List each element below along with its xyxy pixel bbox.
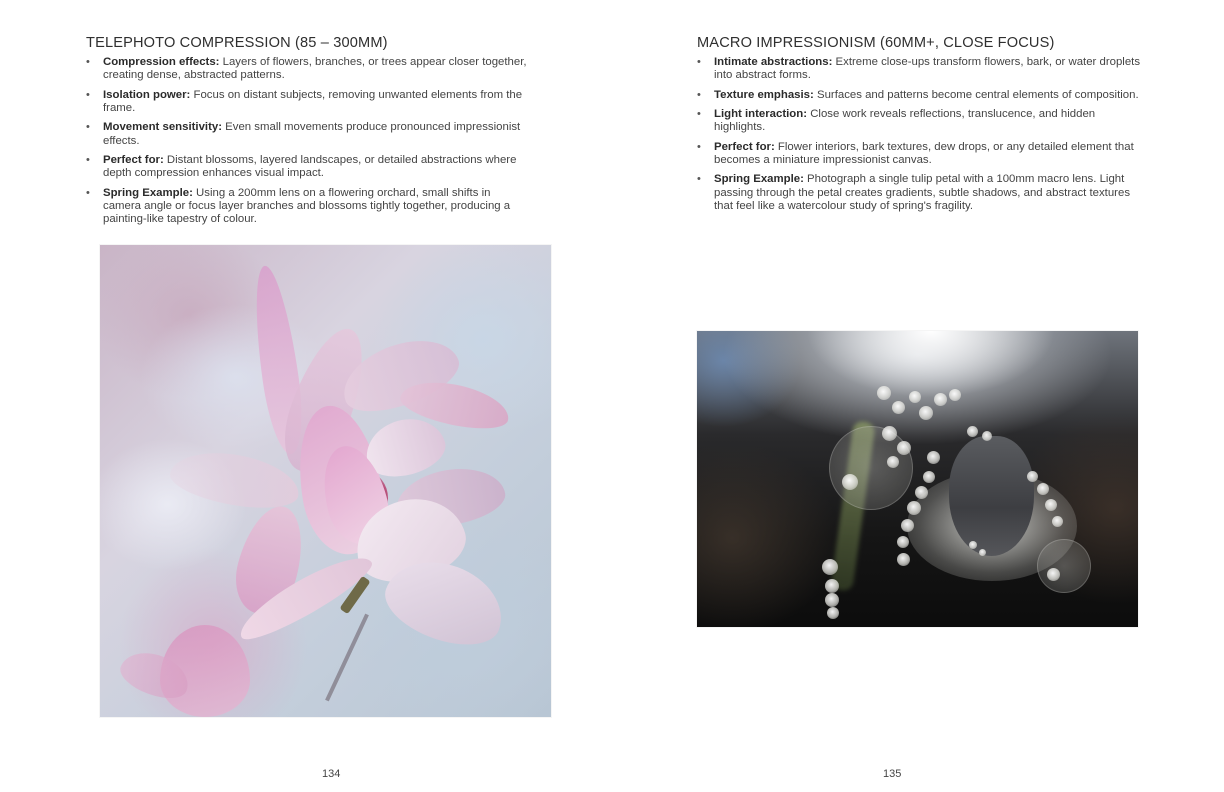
bullet-icon: •: [697, 56, 701, 68]
list-item: [697, 89, 1142, 102]
page-number: 134: [322, 768, 341, 780]
bullet-lead: Compression effects:: [103, 56, 220, 68]
macro-bullet-list: [697, 56, 1142, 219]
bullet-lead: Movement sensitivity:: [103, 121, 223, 134]
list-item: [697, 108, 1142, 135]
bullet-text: Extreme close-ups transform flowers, bark, or water droplets into abstract forms.: [714, 56, 1141, 82]
bullet-text: Using a 200mm lens on a flowering orchard, small shifts in camera angle or focus layer branches and blossoms tightly together, producing a painting-like tapestry of colour.: [103, 186, 511, 226]
bullet-icon: •: [86, 186, 90, 199]
page-number: 135: [883, 768, 902, 780]
bullet-icon: •: [697, 108, 701, 121]
bullet-lead: Light interaction:: [714, 108, 808, 121]
list-item: [697, 173, 1142, 213]
telephoto-bullet-list: [86, 56, 531, 233]
list-item: [697, 141, 1142, 168]
section-title-telephoto: TELEPHOTO COMPRESSION (85 – 300MM): [86, 35, 388, 51]
bullet-text: Close work reveals reflections, translucence, and hidden highlights.: [714, 108, 1096, 134]
bullet-lead: Perfect for:: [103, 154, 164, 167]
list-item: [86, 89, 531, 116]
bullet-icon: •: [697, 173, 701, 186]
bullet-text: Even small movements produce pronounced impressionist effects.: [103, 121, 521, 147]
list-item: [86, 121, 531, 148]
bullet-icon: •: [86, 154, 90, 167]
bullet-icon: •: [86, 88, 90, 101]
bullet-lead: Intimate abstractions:: [714, 56, 833, 68]
bullet-icon: •: [697, 88, 701, 101]
list-item: [86, 56, 531, 83]
bullet-lead: Perfect for:: [714, 140, 775, 153]
bullet-text: Photograph a single tulip petal with a 100mm macro lens. Light passing through the petal creates gradients, subtle shadows, and abstract textures that feel like a watercolour study of spring's fragility.: [714, 173, 1131, 213]
bullet-text: Surfaces and patterns become central elements of composition.: [813, 88, 1139, 101]
bullet-lead: Isolation power:: [103, 88, 191, 101]
list-item: [697, 56, 1142, 83]
list-item: [86, 187, 531, 227]
bullet-icon: •: [86, 121, 90, 134]
list-item: [86, 154, 531, 181]
bullet-text: Focus on distant subjects, removing unwanted elements from the frame.: [103, 88, 523, 114]
bullet-icon: •: [86, 56, 90, 68]
bullet-lead: Texture emphasis:: [714, 88, 814, 101]
bullet-lead: Spring Example:: [714, 173, 804, 186]
bullet-text: Layers of flowers, branches, or trees appear closer together, creating dense, abstracted patterns.: [103, 56, 527, 82]
bullet-lead: Spring Example:: [103, 186, 193, 199]
section-title-macro: MACRO IMPRESSIONISM (60MM+, CLOSE FOCUS): [697, 35, 1055, 51]
snowdrop-photo: [697, 331, 1138, 627]
bullet-icon: •: [697, 140, 701, 153]
magnolia-photo: [100, 245, 551, 717]
bullet-text: Distant blossoms, layered landscapes, or detailed abstractions where depth compression enhances visual impact.: [103, 154, 517, 180]
bullet-text: Flower interiors, bark textures, dew drops, or any detailed element that becomes a miniature impressionist canvas.: [714, 140, 1134, 167]
